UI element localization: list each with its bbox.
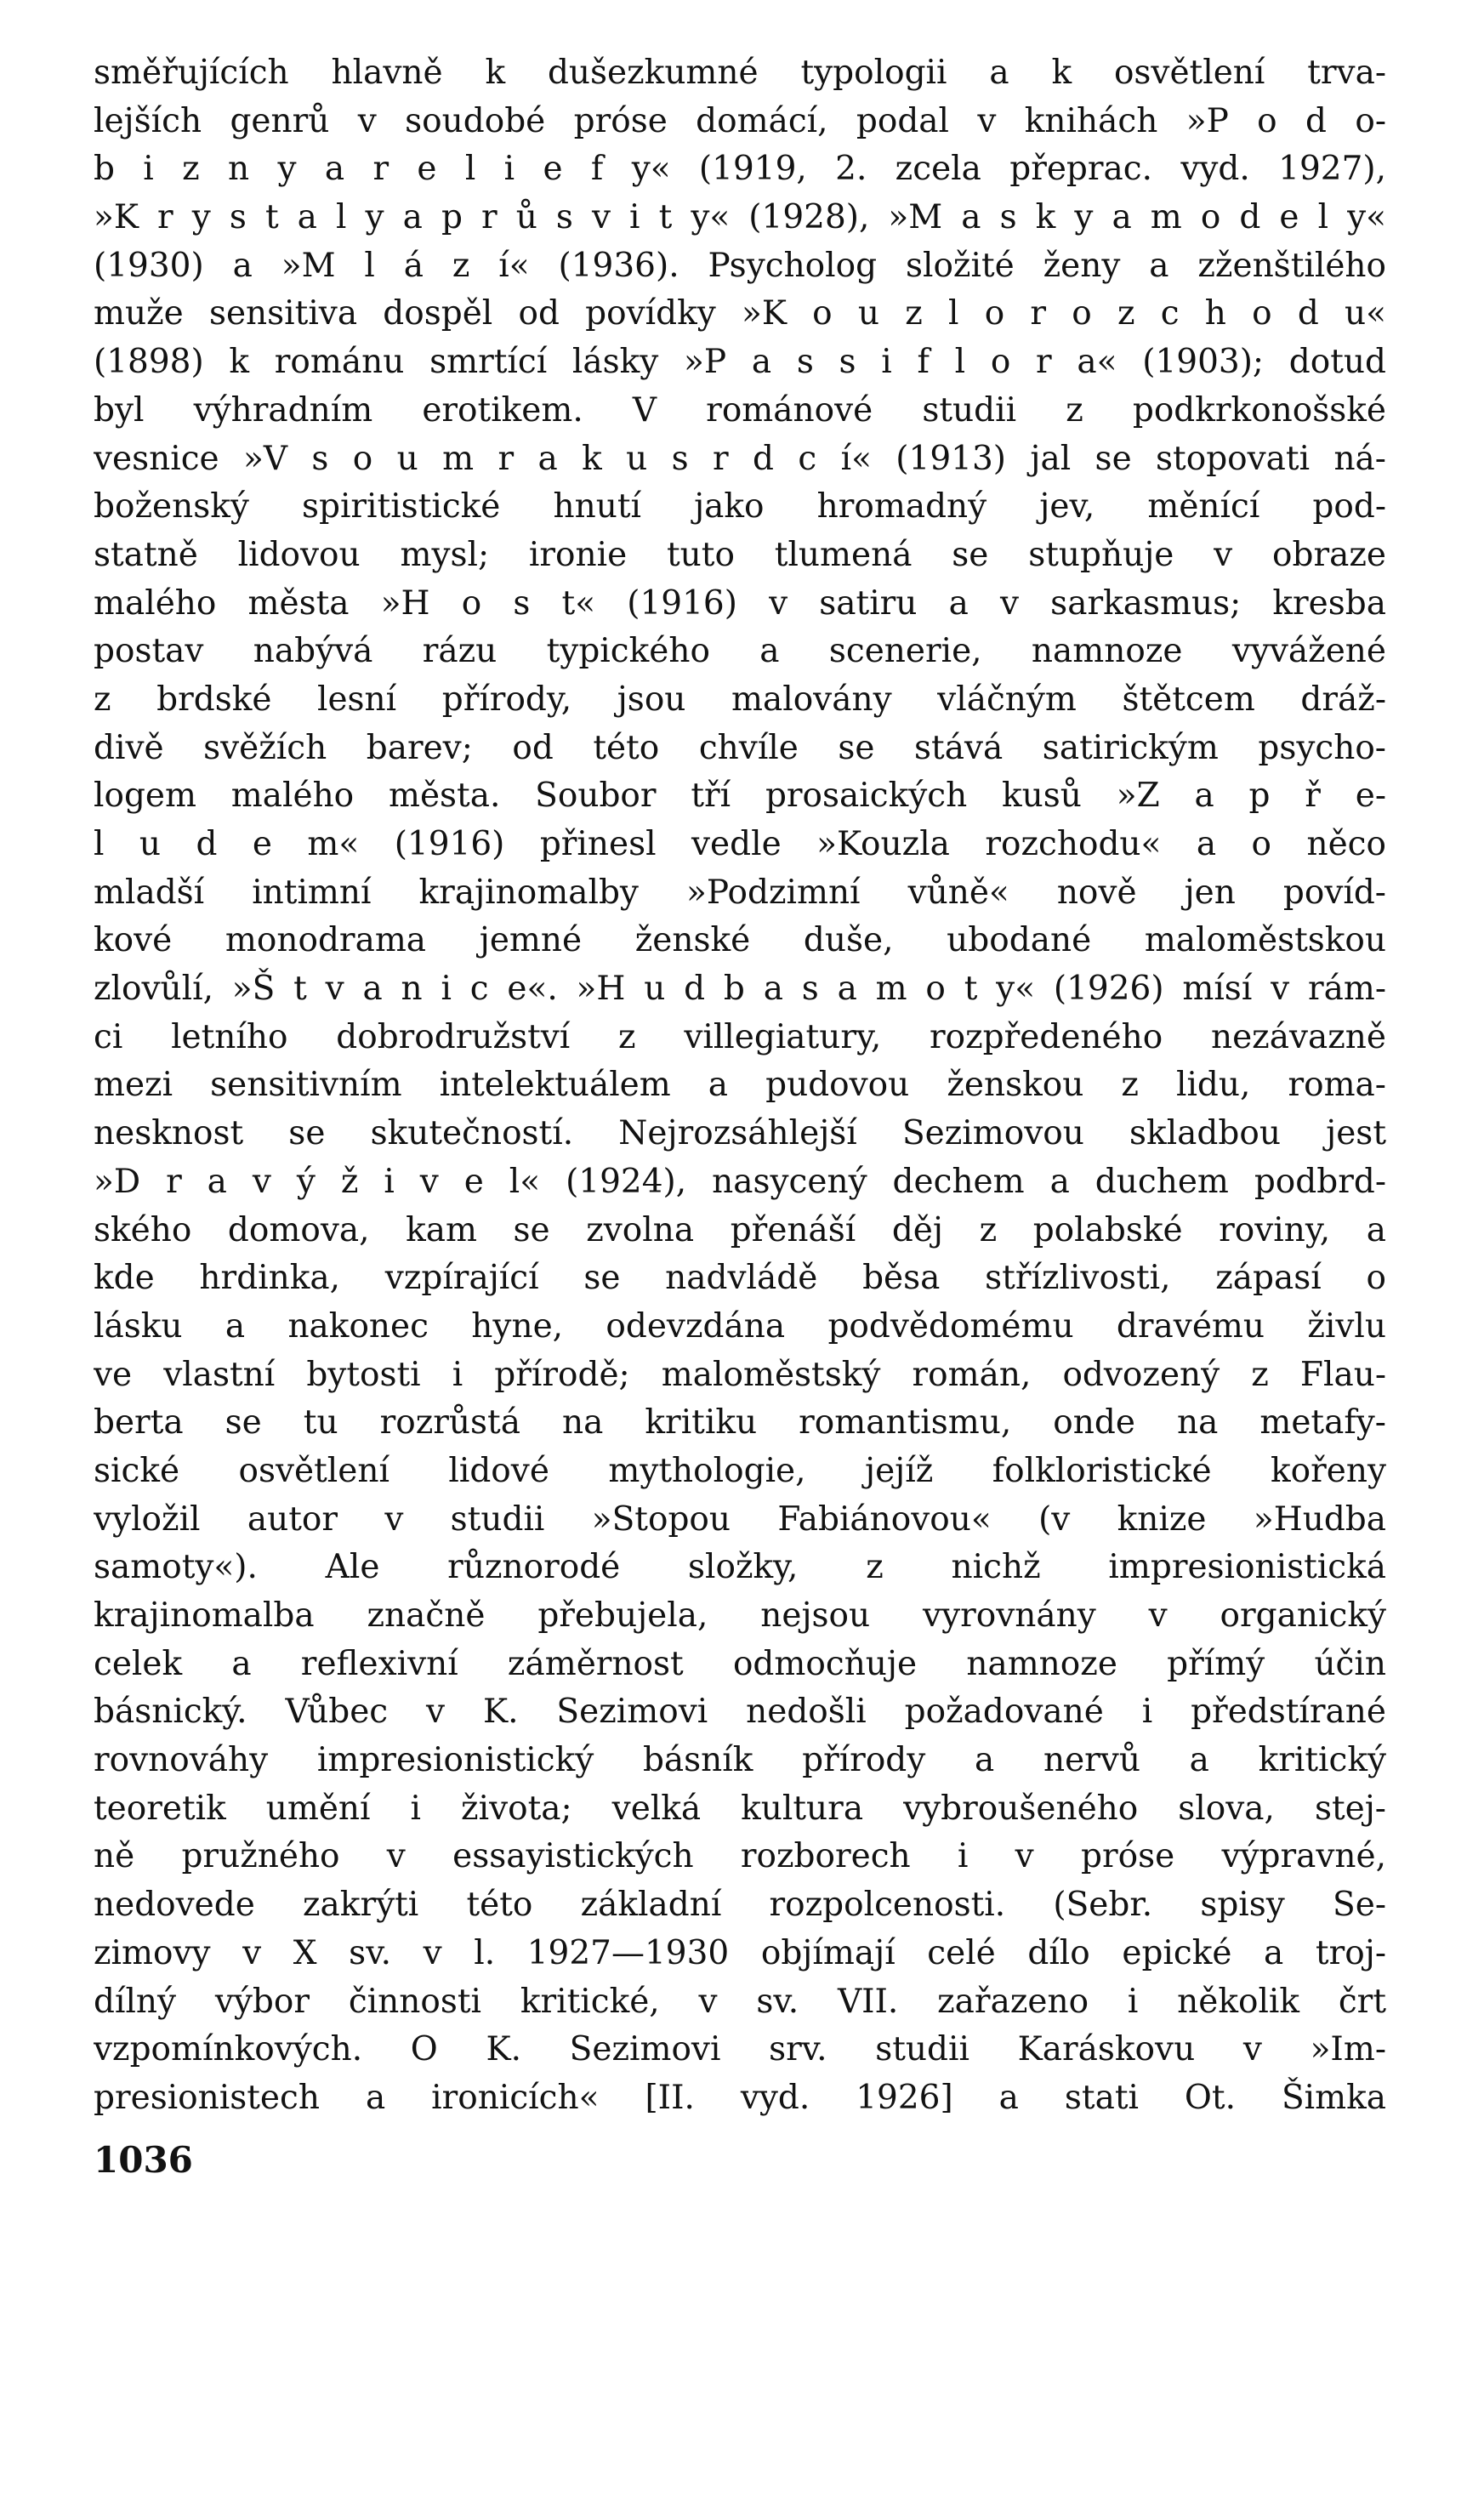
text-line: b i z n y a r e l i e f y« (1919, 2. zcela přeprac. vyd. 1927), xyxy=(94,150,1386,189)
text-line: zlovůlí, »Š t v a n i c e«. »H u d b a s a m o t y« (1926) mísí v rám- xyxy=(94,970,1386,1009)
text-line: »D r a v ý ž i v e l« (1924), nasycený dechem a duchem podbrd- xyxy=(94,1162,1386,1201)
text-line: krajinomalba značně přebujela, nejsou vyrovnány v organický xyxy=(94,1596,1386,1635)
text-line: teoretik umění i života; velká kultura vybroušeného slova, stej- xyxy=(94,1789,1386,1828)
text-line: presionistech a ironicích« [II. vyd. 1926] a stati Ot. Šimka xyxy=(94,2078,1386,2117)
text-line: básnický. Vůbec v K. Sezimovi nedošli požadované i předstírané xyxy=(94,1693,1386,1732)
text-line: muže sensitiva dospěl od povídky »K o u z l o r o z c h o d u« xyxy=(94,294,1386,333)
text-line: ve vlastní bytosti i přírodě; maloměstský román, odvozený z Flau- xyxy=(94,1355,1386,1394)
text-line: kde hrdinka, vzpírající se nadvládě běsa střízlivosti, zápasí o xyxy=(94,1259,1386,1298)
text-line: kové monodrama jemné ženské duše, ubodané maloměstskou xyxy=(94,921,1386,960)
text-line: (1898) k románu smrtící lásky »P a s s i f l o r a« (1903); dotud xyxy=(94,343,1386,382)
text-line: l u d e m« (1916) přinesl vedle »Kouzla rozchodu« a o něco xyxy=(94,825,1386,863)
text-line: vzpomínkových. O K. Sezimovi srv. studii Karáskovu v »Im- xyxy=(94,2030,1386,2069)
text-line: celek a reflexivní záměrnost odmocňuje namnoze přímý účin xyxy=(94,1644,1386,1683)
text-line: divě svěžích barev; od této chvíle se stává satirickým psycho- xyxy=(94,728,1386,767)
text-line: boženský spiritistické hnutí jako hromadný jev, měnící pod- xyxy=(94,487,1386,526)
text-line: zimovy v X sv. v l. 1927—1930 objímají celé dílo epické a troj- xyxy=(94,1933,1386,1972)
body-text xyxy=(94,49,1386,2123)
text-line: byl výhradním erotikem. V románové studii z podkrkonošské xyxy=(94,390,1386,430)
text-line: dílný výbor činnosti kritické, v sv. VII. zařazeno i několik črt xyxy=(94,1982,1386,2021)
text-line: z brdské lesní přírody, jsou malovány vláčným štětcem dráž- xyxy=(94,680,1386,719)
text-line: sické osvětlení lidové mythologie, jejíž folkloristické kořeny xyxy=(94,1451,1386,1490)
text-line: »K r y s t a l y a p r ů s v i t y« (1928), »M a s k y a m o d e l y« xyxy=(94,198,1386,237)
page-number: 1036 xyxy=(94,2139,193,2181)
text-line: mladší intimní krajinomalby »Podzimní vůně« nově jen povíd- xyxy=(94,873,1386,912)
text-line: ci letního dobrodružství z villegiatury, rozpředeného nezávazně xyxy=(94,1017,1386,1056)
text-line: (1930) a »M l á z í« (1936). Psycholog složité ženy a zženštilého xyxy=(94,246,1386,285)
text-line: vyložil autor v studii »Stopou Fabiánovou« (v knize »Hudba xyxy=(94,1499,1386,1539)
text-line: malého města »H o s t« (1916) v satiru a v sarkasmus; kresba xyxy=(94,583,1386,623)
text-line: statně lidovou mysl; ironie tuto tlumená se stupňuje v obraze xyxy=(94,535,1386,574)
text-line: vesnice »V s o u m r a k u s r d c í« (1913) jal se stopovati ná- xyxy=(94,439,1386,478)
text-line: ského domova, kam se zvolna přenáší děj z polabské roviny, a xyxy=(94,1210,1386,1249)
text-line: ně pružného v essayistických rozborech i v próse výpravné, xyxy=(94,1837,1386,1876)
text-line: nedovede zakrýti této základní rozpolcenosti. (Sebr. spisy Se- xyxy=(94,1886,1386,1925)
text-line: nesknost se skutečností. Nejrozsáhlejší Sezimovou skladbou jest xyxy=(94,1114,1386,1153)
text-line: směřujících hlavně k dušezkumné typologii a k osvětlení trva- xyxy=(94,54,1386,92)
text-line: mezi sensitivním intelektuálem a pudovou ženskou z lidu, roma- xyxy=(94,1066,1386,1105)
text-line: rovnováhy impresionistický básník přírody a nervů a kritický xyxy=(94,1741,1386,1780)
text-line: samoty«). Ale různorodé složky, z nichž impresionistická xyxy=(94,1548,1386,1587)
text-line: berta se tu rozrůstá na kritiku romantismu, onde na metafy- xyxy=(94,1403,1386,1442)
text-line: logem malého města. Soubor tří prosaických kusů »Z a p ř e- xyxy=(94,777,1386,816)
text-line: postav nabývá rázu typického a scenerie, namnoze vyvážené xyxy=(94,632,1386,671)
text-line: lejších genrů v soudobé próse domácí, podal v knihách »P o d o- xyxy=(94,101,1386,140)
text-line: lásku a nakonec hyne, odevzdána podvědomému dravému živlu xyxy=(94,1306,1386,1346)
